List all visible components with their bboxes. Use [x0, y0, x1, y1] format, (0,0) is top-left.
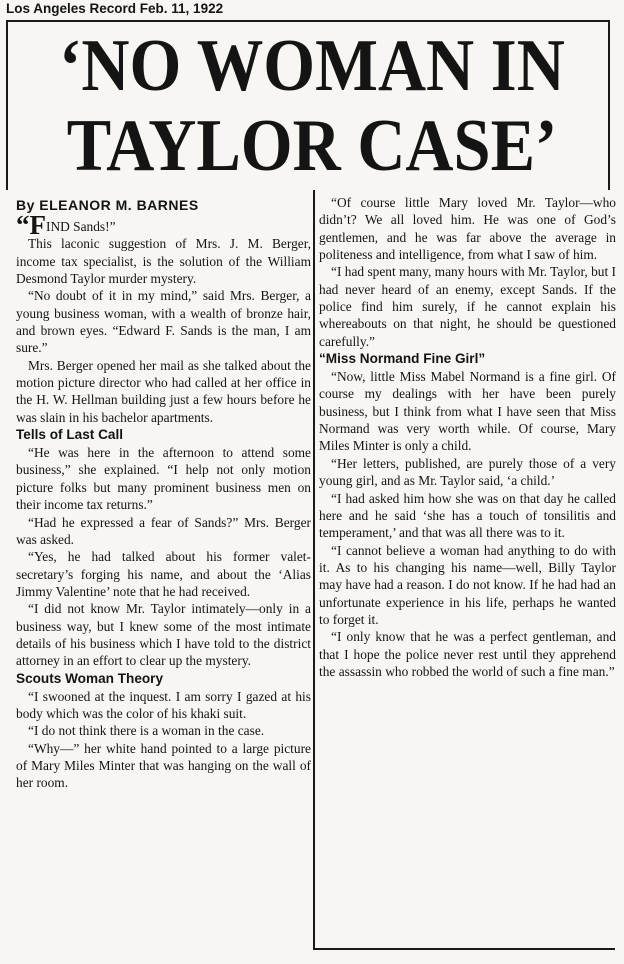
paragraph: “I swooned at the inquest. I am sorry I gazed at his body which was the color of his khaki suit. — [16, 688, 311, 721]
article-column-right — [319, 194, 616, 954]
article-column-left — [16, 194, 311, 964]
paragraph: “Now, little Miss Mabel Normand is a fine girl. Of course my dealings with her have been purely business, but I think from what I have seen that Miss Normand was very worth while. Of course, Mary Miles Minter is only a child. — [319, 369, 616, 454]
paragraph: “Why—” her white hand pointed to a large picture of Mary Miles Minter that was hanging on the wall of her room. — [16, 740, 311, 791]
paragraph: This laconic suggestion of Mrs. J. M. Berger, income tax specialist, is the solution of the William Desmond Taylor murder mystery. — [16, 236, 311, 287]
paragraph: “I only know that he was a perfect gentleman, and that I hope the police never rest until they apprehend the assassin who robbed the world of such a fine man.” — [319, 629, 616, 679]
paragraph: “I did not know Mr. Taylor intimately—only in a business way, but I knew some of the most intimate details of his business which I have told to the district attorney in an effort to clear up the mystery. — [16, 601, 311, 669]
paragraph: “Of course little Mary loved Mr. Taylor—who didn’t? We all loved him. He was one of God’s gentlemen, and he was far above the average in politeness and intelligence, from what I saw of him. — [319, 195, 616, 263]
column-divider — [313, 190, 315, 950]
subhead-last-call: Tells of Last Call — [16, 427, 124, 443]
paragraph: “I do not think there is a woman in the case. — [28, 723, 265, 739]
paragraph: “I had asked him how she was on that day he called here and he said ‘she has a touch of tonsilitis and temperament,’ and that was all there was to it. — [319, 490, 616, 541]
paragraph: “Yes, he had talked about his former valet-secretary’s forging his name, and about the ‘Alias Jimmy Valentine’ note that he had received. — [16, 549, 311, 599]
paragraph: “I had spent many, many hours with Mr. Taylor, but I had never heard of an enemy, except Sands. If the police find him surely, if he cannot explain his whereabouts on that night, he should be questioned carefully.” — [319, 264, 616, 349]
drop-cap: “F — [16, 210, 46, 240]
masthead: Los Angeles Record Feb. 11, 1922 — [6, 1, 224, 16]
paragraph: “No doubt of it in my mind,” said Mrs. Berger, a young business woman, with a wealth of bronze hair, and brown eyes. “Edward F. Sands is the man, I am sure.” — [16, 288, 311, 356]
headline-line-1: ‘NO WOMAN IN — [59, 25, 565, 107]
paragraph: Mrs. Berger opened her mail as she talked about the motion picture director who had called at her office in the H. W. Hellman building just a few hours before he was slain in his bachelor apartments. — [16, 357, 311, 425]
lead-text: IND Sands!” — [46, 219, 116, 234]
paragraph: “He was here in the afternoon to attend some business,” she explained. “I help not only motion picture folks but many prominent business men on their income tax returns.” — [16, 445, 311, 513]
headline-line-2: TAYLOR CASE’ — [66, 105, 558, 187]
byline: By ELEANOR M. BARNES — [16, 197, 199, 213]
subhead-normand: “Miss Normand Fine Girl” — [319, 351, 486, 367]
lead-paragraph — [16, 210, 311, 240]
paragraph: “I cannot believe a woman had anything to do with it. As to his changing his name—well, Billy Taylor may have had a reason. I do not know. If he had had an unfortunate experience in his life, perhaps he wanted to forget it. — [319, 542, 616, 627]
headline — [38, 26, 585, 186]
subhead-woman-theory: Scouts Woman Theory — [16, 670, 164, 686]
paragraph: “Had he expressed a fear of Sands?” Mrs. Berger was asked. — [16, 514, 311, 547]
paragraph: “Her letters, published, are purely those of a very young girl, and as Mr. Taylor said, ‘a child.’ — [319, 455, 616, 489]
